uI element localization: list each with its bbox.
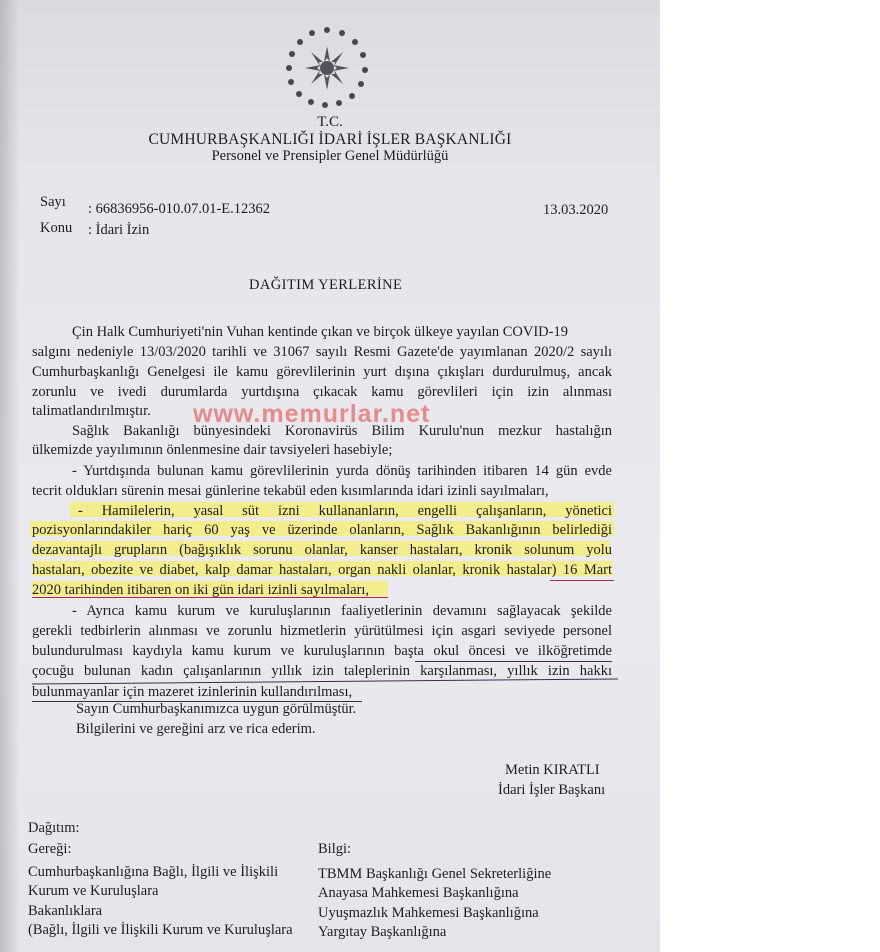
body-line: bulunmayanlar için mazeret izinlerinin kullandırılması,: [32, 684, 353, 700]
department-name: Personel ve Prensipler Genel Müdürlüğü: [211, 148, 449, 164]
distribution-item: Yargıtay Başkanlığına: [318, 924, 447, 940]
underline-mark: [550, 580, 614, 581]
body-line: salgını nedeniyle 13/03/2020 tarihli ve 31067 sayılı Resmi Gazete'de yayımlanan 2020/2 sayılı: [32, 344, 612, 360]
sayi-value: : 66836956-010.07.01-E.12362: [88, 201, 271, 217]
body-line: - Yurtdışında bulunan kamu görevlilerinin yurda dönüş tarihinden itibaren 14 gün evde: [72, 463, 612, 479]
signatory-name: Metin KIRATLI: [505, 762, 600, 778]
presidential-star-emblem-icon: [281, 22, 373, 114]
distribution-item: TBMM Başkanlığı Genel Sekreterliğine: [318, 866, 552, 882]
body-line: - Ayrıca kamu kurum ve kuruluşlarının faaliyetlerinin devamını sağlayacak şekilde: [72, 603, 612, 619]
body-line: talimatlandırılmıştır.: [32, 403, 151, 419]
body-line: Cumhurbaşkanlığı Genelgesi ile kamu görevlilerinin yurt dışına çıkışları durdurulmuş, ancak: [32, 364, 612, 380]
body-line: Sağlık Bakanlığı bünyesindeki Koronavirüs Bilim Kurulu'nun mezkur hastalığın: [72, 423, 612, 439]
body-line: hastaları, obezite ve diabet, kalp damar hastaları, organ nakli olanlar, kronik hastalar) 16 Mart: [32, 562, 612, 578]
sayi-label: Sayı: [40, 194, 66, 210]
document-date: 13.03.2020: [543, 202, 609, 218]
bilgi-label: Bilgi:: [318, 841, 352, 857]
body-line: dezavantajlı grupların (bağışıklık sorunu olanlar, kanser hastaları, kronik solunum yolu: [32, 542, 612, 558]
distribution-item: Kurum ve Kuruluşlara: [28, 883, 159, 899]
tc-label: T.C.: [317, 114, 343, 130]
body-line: çocuğu bulunan kadın çalışanlarının yıllık izin taleplerinin karşılanması, yıllık izin hakkı: [32, 663, 612, 679]
document-title: DAĞITIM YERLERİNE: [249, 277, 403, 293]
body-line: zorunlu ve ivedi durumlarda yurtdışına çıkacak kamu görevlileri için izin alınması: [32, 384, 612, 400]
signatory-title: İdari İşler Başkanı: [498, 782, 606, 798]
body-line: 2020 tarihinden itibaren on iki gün idari izinli sayılmaları,: [32, 582, 370, 598]
konu-label: Konu: [40, 220, 73, 236]
watermark: www.memurlar.net: [193, 400, 431, 428]
underline-mark: [415, 661, 612, 662]
body-line: ülkemizde yayılımının önlenmesine dair tavsiyeleri hasebiyle;: [32, 442, 393, 458]
distribution-item: Uyuşmazlık Mahkemesi Başkanlığına: [318, 905, 539, 921]
body-line: - Hamilelerin, yasal süt izni kullananların, engelli çalışanların, yönetici: [78, 503, 612, 519]
body-line: tecrit oldukları sürenin mesai günlerine tekabül eden kısımlarında idari izinli sayılmaları,: [32, 483, 549, 499]
body-line: Bilgilerini ve gereğini arz ve rica ederim.: [76, 721, 316, 737]
distribution-heading: Dağıtım:: [28, 820, 80, 836]
body-line: Çin Halk Cumhuriyeti'nin Vuhan kentinde çıkan ve birçok ülkeye yayılan COVID-19: [72, 324, 568, 340]
distribution-item: Cumhurbaşkanlığına Bağlı, İlgili ve İlişkili: [28, 864, 279, 880]
konu-value: : İdari İzin: [88, 222, 150, 238]
body-line: bulundurulması kaydıyla kamu kurum ve kuruluşlarının başta okul öncesi ve ilköğretimde: [32, 643, 612, 659]
body-line: Sayın Cumhurbaşkanımızca uygun görülmüştür.: [76, 701, 357, 717]
distribution-item: Anayasa Mahkemesi Başkanlığına: [318, 885, 519, 901]
distribution-item: (Bağlı, İlgili ve İlişkili Kurum ve Kuruluşlara: [28, 922, 293, 938]
body-line: pozisyonlarındakiler hariç 60 yaş ve üzerinde olanların, Sağlık Bakanlığının belirlediği: [32, 522, 612, 538]
body-line: gerekli tedbirlerin alınması ve zorunlu hizmetlerin yürütülmesi için asgari seviyede personel: [32, 623, 612, 639]
distribution-item: Bakanlıklara: [28, 903, 103, 919]
institution-name: CUMHURBAŞKANLIĞI İDARİ İŞLER BAŞKANLIĞI: [148, 131, 512, 148]
gerегi-label: Gereği:: [28, 841, 72, 857]
